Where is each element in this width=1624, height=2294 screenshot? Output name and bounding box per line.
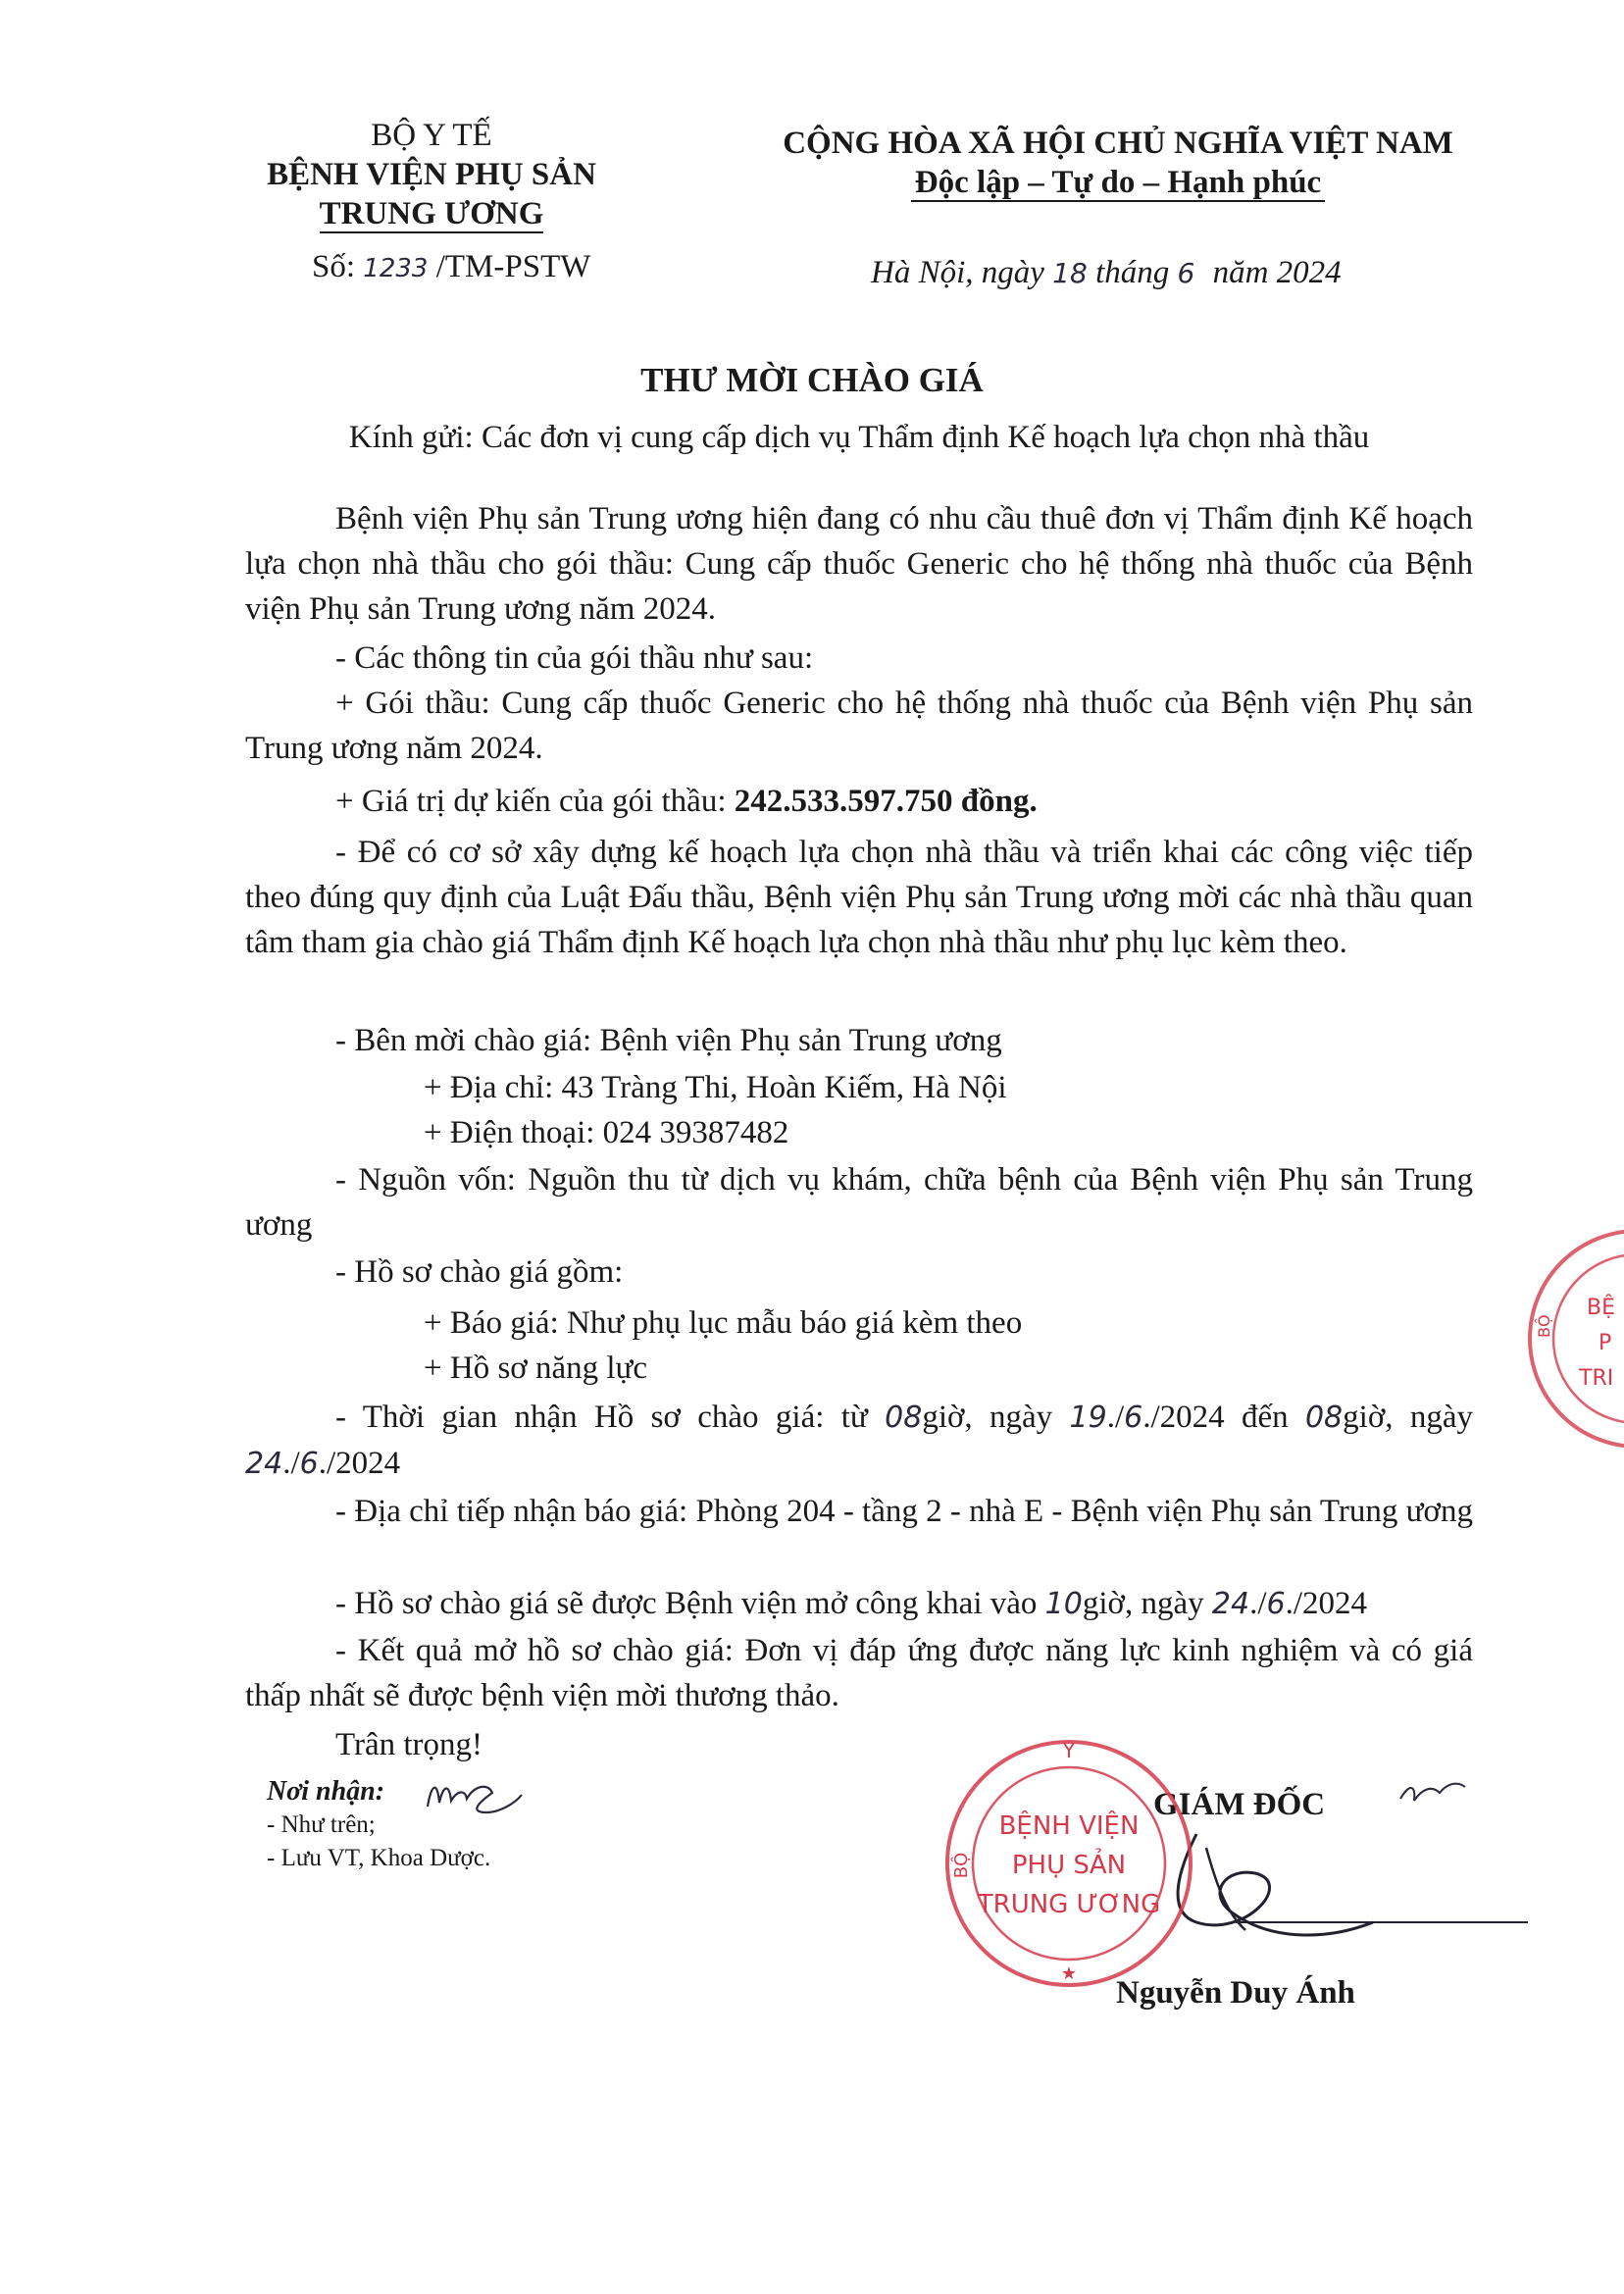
paragraph-intro-text: Bệnh viện Phụ sản Trung ương hiện đang có nhu cầu thuê đơn vị Thẩm định Kế hoạch lựa chọn nhà thầu cho gói thầu: Cung cấp thuốc Generic cho hệ thống nhà thuốc của Bệnh viện Phụ sản Trung ương năm 2024. [245,501,1473,627]
seal-line-3: TRUNG ƯƠNG [977,1890,1161,1919]
seal-line-2: PHỤ SẢN [1011,1851,1127,1880]
inviter-phone: + Điện thoại: 024 39387482 [424,1115,789,1150]
funding-source-text: - Nguồn vốn: Nguồn thu từ dịch vụ khám, chữa bệnh của Bệnh viện Phụ sản Trung ương [245,1162,1473,1243]
submission-address [245,1489,1473,1534]
edge-seal-line-1: BỆ [1587,1296,1615,1320]
hospital-name-line1: BỆNH VIỆN PHỤ SẢN [267,157,596,192]
paragraph-purpose-text: - Để có cơ sở xây dựng kế hoạch lựa chọn nhà thầu và triển khai các công việc tiếp theo đúng quy định của Luật Đấu thầu, Bệnh viện Phụ sản Trung ương mời các nhà thầu quan tâm tham gia chào giá Thẩm định Kế hoạch lựa chọn nhà thầu như phụ lục kèm theo. [245,835,1473,960]
submission-text-c: ./ [1106,1400,1125,1435]
submission-text-d: ./2024 đến [1142,1400,1289,1435]
opening-text-c: ./ [1249,1586,1267,1621]
bid-docs-profile: + Hồ sơ năng lực [424,1351,648,1386]
submission-text-g: ./2024 [318,1446,401,1481]
date-month-label: tháng [1095,255,1170,290]
submission-address-text: - Địa chỉ tiếp nhận báo giá: Phòng 204 - tầng 2 - nhà E - Bệnh viện Phụ sản Trung ương [335,1494,1473,1529]
package-name-text: + Gói thầu: Cung cấp thuốc Generic cho hệ thống nhà thuốc của Bệnh viện Phụ sản Trung ương năm 2024. [245,686,1473,766]
package-info-heading: - Các thông tin của gói thầu như sau: [335,640,814,676]
opening-text-b: giờ, ngày [1082,1586,1204,1621]
edge-seal-line-3: TRI [1579,1366,1614,1391]
recipients-item-2: - Lưu VT, Khoa Dược. [267,1845,491,1871]
header-right [755,124,1481,202]
inviter-address: + Địa chỉ: 43 Tràng Thi, Hoàn Kiếm, Hà Nội [424,1070,1007,1105]
package-name [245,681,1473,771]
submission-text-a: - Thời gian nhận Hồ sơ chào giá: từ [335,1400,868,1435]
hospital-seal [939,1734,1198,1993]
opening-text-a: - Hồ sơ chào giá sẽ được Bệnh viện mở công khai vào [335,1586,1038,1621]
opening-month: 6 [1266,1587,1286,1621]
closing-regards: Trân trọng! [335,1727,483,1762]
opening-result [245,1628,1473,1718]
edge-seal-line-2: P [1599,1331,1612,1355]
issue-date [871,253,1342,293]
seal-star: ★ [1060,1963,1078,1984]
package-value-amount: 242.533.597.750 đồng. [734,784,1038,819]
paragraph-intro [245,496,1473,632]
document-number [312,247,590,288]
date-day: 18 [1052,257,1088,289]
country-name: CỘNG HÒA XÃ HỘI CHỦ NGHĨA VIỆT NAM [783,126,1453,161]
opening-hour: 10 [1044,1587,1083,1621]
opening-day: 24 [1211,1587,1250,1621]
number-suffix: /TM-PSTW [435,249,591,284]
number-prefix: Số: [312,249,356,284]
submission-start-month: 6 [1124,1401,1143,1435]
date-month: 6 [1177,257,1195,289]
recipient-line: Kính gửi: Các đơn vị cung cấp dịch vụ Thẩm định Kế hoạch lựa chọn nhà thầu [348,420,1370,455]
ministry-name: BỘ Y TẾ [371,118,492,153]
package-value [335,779,1038,824]
seal-left-letters: BỘ [951,1852,972,1879]
submission-end-day: 24 [245,1447,283,1481]
initials-mark [420,1773,528,1822]
submission-start-hour: 08 [885,1401,923,1435]
submission-text-f: ./ [282,1446,300,1481]
recipients-label: Nơi nhận: [267,1776,385,1807]
seal-line-1: BỆNH VIỆN [998,1811,1140,1841]
inviter: - Bên mời chào giá: Bệnh viện Phụ sản Trung ương [335,1023,1002,1058]
seal-top-letter: Y [1062,1739,1076,1762]
signatory-name: Nguyễn Duy Ánh [1116,1975,1355,2011]
submission-text-e: giờ, ngày [1343,1400,1474,1435]
number-handwritten: 1233 [363,254,429,283]
submission-text-b: giờ, ngày [922,1400,1053,1435]
header-left [226,116,637,233]
funding-source [245,1157,1473,1248]
opening-text-e: ./2024 [1285,1586,1367,1621]
submission-end-hour: 08 [1304,1401,1344,1435]
opening-time [335,1581,1367,1627]
paragraph-purpose [245,830,1473,965]
opening-result-text: - Kết quả mở hồ sơ chào giá: Đơn vị đáp ứng được năng lực kinh nghiệm và có giá thấp nhất sẽ được bệnh viện mời thương thảo. [245,1633,1473,1713]
submission-start-day: 19 [1069,1401,1107,1435]
document-title: THƯ MỜI CHÀO GIÁ [640,361,984,399]
national-motto: Độc lập – Tự do – Hạnh phúc [911,165,1325,202]
edge-seal-partial [1522,1226,1624,1452]
signatory-role: GIÁM ĐỐC [1153,1787,1326,1822]
submission-period [245,1395,1473,1487]
hospital-name-line2: TRUNG ƯƠNG [319,196,544,231]
package-value-label: + Giá trị dự kiến của gói thầu: [335,784,727,819]
bid-docs-quote: + Báo giá: Như phụ lục mẫu báo giá kèm theo [424,1305,1023,1341]
recipients-item-1: - Như trên; [267,1811,376,1838]
submission-end-month: 6 [299,1447,319,1481]
edge-seal-left: BỘ [1535,1314,1553,1338]
bid-docs-heading: - Hồ sơ chào giá gồm: [335,1254,624,1290]
date-prefix: Hà Nội, ngày [871,255,1044,290]
date-year: năm 2024 [1212,255,1342,290]
